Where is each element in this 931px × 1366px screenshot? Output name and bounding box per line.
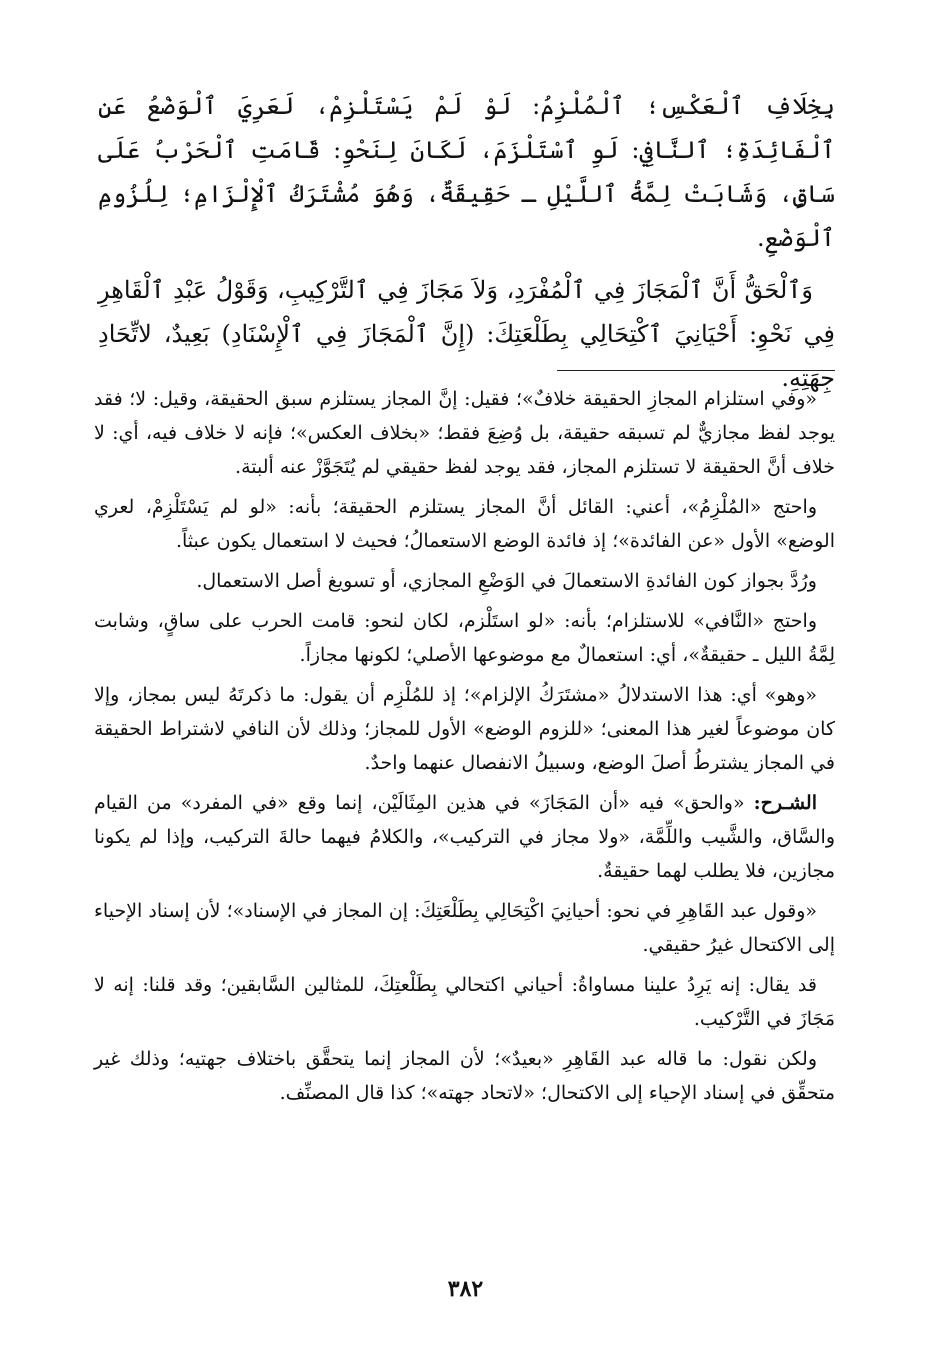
sharh-label: الشـرح: xyxy=(753,792,817,814)
commentary-paragraph-2: واحتج «المُلْزِمُ»، أعني: القائل أنَّ المجاز يستلزم الحقيقة؛ بأنه: «لو لم يَسْتَلْزِمْ، لعري الوضع» الأول «عن الفائدة»؛ إذ فائدة الوضع الاستعمالُ؛ فحيث لا استعمال يكون عبثاً. xyxy=(94,496,835,552)
main-text xyxy=(98,84,835,408)
sharh-body: «والحق» فيه «أن المَجَازَ» في هذين المِثَالَيْن، إنما وقع «في المفرد» من القيام والسَّاق، والشَّيب واللِّمَّة، «ولا مجاز في التركيب»، والكلامُ فيهما حالةَ التركيب، وإذا لم يكونا مجازين، فلا يطلب لهما حقيقةٌ. xyxy=(94,792,835,882)
main-paragraph-1: بِخِلَافِ ٱلْعَكْسِ؛ ٱلْمُلْزِمُ: لَوْ لَمْ يَسْتَلْزِمْ، لَعَرِيَ ٱلْوَضْعُ عَنِ ٱلْفَائِدَةِ؛ ٱلنَّافِي: لَوِ ٱسْتَلْزَمَ، لَكَانَ لِنَحْوِ: قَامَتِ ٱلْحَرْبُ عَلَى سَاقٍ، وَشَابَتْ لِمَّةُ ٱللَّيْلِ ـ حَقِيقَةٌ، وَهُوَ مُشْتَرَكُ ٱلْإِلْزَامِ؛ لِلُزُومِ ٱلْوَضْعِ. xyxy=(98,92,835,252)
page-number: ٣٨٢ xyxy=(447,1276,484,1302)
commentary-paragraph-4: واحتج «النَّافي» للاستلزام؛ بأنه: «لو استَلْزم، لكان لنحو: قامت الحرب على ساقٍ، وشابت لِمَّةُ الليل ـ حقيقةٌ»، أي: استعمالٌ مع موضوعها الأصلي؛ لكونها مجازاً. xyxy=(94,610,835,666)
commentary-paragraph-3: ورُدَّ بجواز كون الفائدةِ الاستعمالَ في الوَضْعِ المجازي، أو تسويغ أصل الاستعمال. xyxy=(196,570,817,592)
commentary-paragraph-6 xyxy=(94,786,835,888)
commentary-paragraph-9: ولكن نقول: ما قاله عبد القَاهِرِ «بعيدٌ»؛ لأن المجاز إنما يتحقَّق باختلاف جهتيه؛ وذلك غير متحقِّق في إسناد الإحياء إلى الاكتحال؛ «لاتحاد جهته»؛ كذا قال المصنِّف. xyxy=(94,1048,835,1104)
commentary-paragraph-8: قد يقال: إنه يَرِدُ علينا مساواةُ: أحياني اكتحالي بِطَلْعتِكَ، للمثالين السَّابقين؛ وقد قلنا: إنه لا مَجَازَ في التَّرْكيب. xyxy=(94,974,835,1030)
main-paragraph-2: وَٱلْحَقُّ أَنَّ ٱلْمَجَازَ فِي ٱلْمُفْرَدِ، وَلاَ مَجَازَ فِي ٱلتَّرْكِيبِ، وَقَوْلُ عَبْدِ ٱلْقَاهِرِ فِي نَحْوِ: أَحْيَانِيَ ٱكْتِحَالِي بِطَلْعَتِكَ: (إِنَّ ٱلْمَجَازَ فِي ٱلْإِسْنَادِ) بَعِيدٌ، لاتِّحَادِ جِهَتِهِ. xyxy=(98,276,835,392)
footnote-separator xyxy=(557,370,835,371)
commentary-paragraph-5: «وهو» أي: هذا الاستدلالُ «مشتَرَكُ الإلزام»؛ إذ للمُلْزِم أن يقول: ما ذكرتَهُ ليس بمجاز، وإلا كان موضوعاً لغير هذا المعنى؛ «للزوم الوضع» الأول للمجاز؛ وذلك لأن النافي لاشتراط الحقيقة في المجاز يشترطُ أصلَ الوضع، وسبيلُ الانفصال عنهما واحدٌ. xyxy=(94,684,835,774)
commentary-text xyxy=(94,382,835,1116)
commentary-paragraph-7: «وقول عبد القَاهِرِ في نحو: أحيانِيَ اكْتِحَالِي بِطَلْعَتِكَ: إن المجاز في الإسناد»؛ لأن إسناد الإحياء إلى الاكتحال غيرُ حقيقي. xyxy=(94,900,835,956)
commentary-paragraph-1: «وفي استلزام المجازِ الحقيقة خلافٌ»؛ فقيل: إنَّ المجاز يستلزم سبق الحقيقة، وقيل: لا؛ فقد يوجد لفظ مجازيٌّ لم تسبقه حقيقة، بل وُضِعَ فقط؛ «بخلاف العكس»؛ فإنه لا خلاف فيه، أي: لا خلاف أنَّ الحقيقة لا تستلزم المجاز، فقد يوجد لفظ حقيقي لم يُتَجَوَّزْ عنه ألبتة. xyxy=(94,388,835,478)
